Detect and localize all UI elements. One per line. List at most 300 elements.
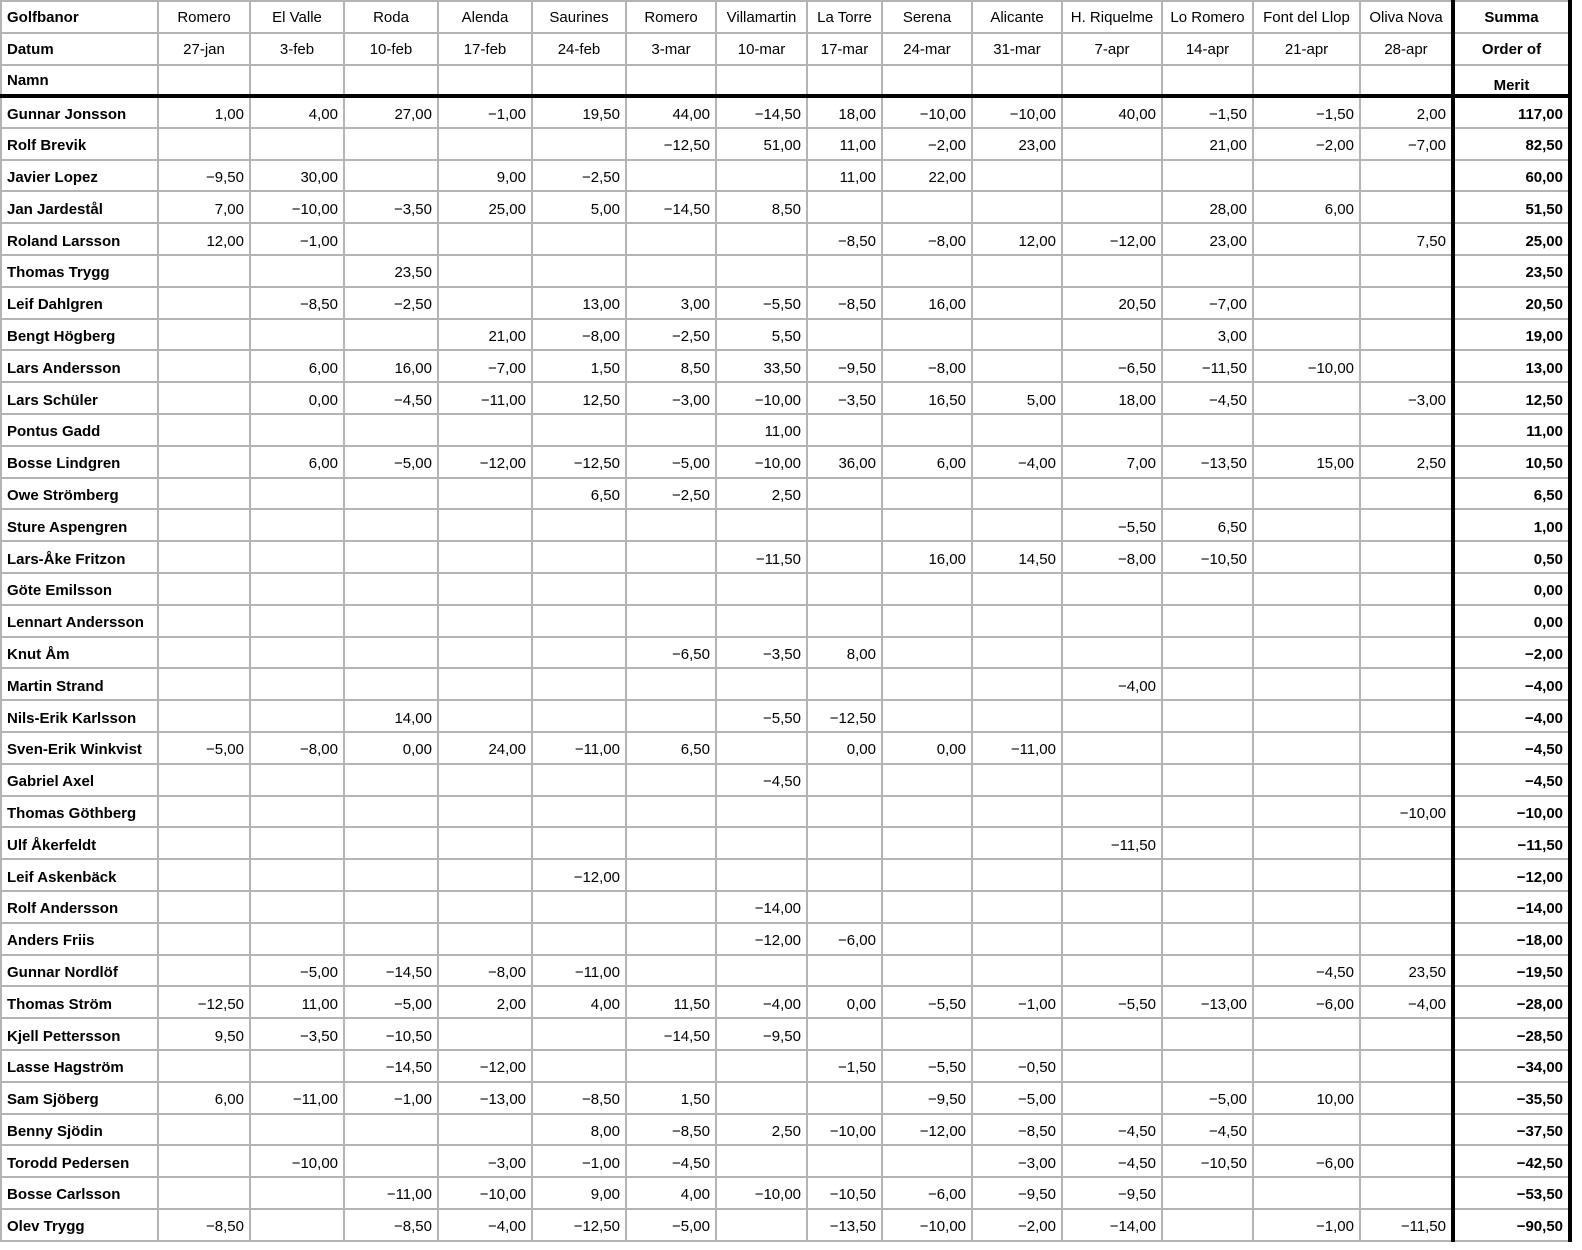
score-cell [807, 1145, 882, 1177]
score-cell [1360, 541, 1453, 573]
score-cell: 23,00 [972, 128, 1062, 160]
score-cell [1062, 732, 1162, 764]
score-cell: −6,50 [626, 637, 716, 669]
score-cell: 6,50 [532, 478, 626, 510]
score-cell: −3,00 [626, 382, 716, 414]
merit-header: Merit [1453, 65, 1570, 96]
date-header: 7-apr [1062, 33, 1162, 65]
course-header: Roda [344, 1, 438, 33]
score-cell [626, 859, 716, 891]
player-name: Leif Askenbäck [1, 859, 158, 891]
score-cell: −8,50 [972, 1114, 1062, 1146]
score-cell [1162, 255, 1253, 287]
score-cell: 44,00 [626, 96, 716, 128]
score-cell: 9,00 [532, 1177, 626, 1209]
score-cell: −11,00 [972, 732, 1062, 764]
score-cell [972, 891, 1062, 923]
score-cell [1162, 891, 1253, 923]
score-cell: −14,50 [344, 955, 438, 987]
score-cell [438, 827, 532, 859]
total-cell: −4,50 [1453, 764, 1570, 796]
score-cell: 16,00 [882, 541, 972, 573]
score-cell: 30,00 [250, 160, 344, 192]
player-name: Thomas Göthberg [1, 796, 158, 828]
score-cell: −4,00 [438, 1209, 532, 1241]
score-cell: −11,00 [344, 1177, 438, 1209]
score-cell [344, 923, 438, 955]
score-cell: 9,50 [158, 1018, 250, 1050]
score-cell [1360, 191, 1453, 223]
score-cell [807, 827, 882, 859]
score-cell: 12,00 [158, 223, 250, 255]
score-cell [344, 1114, 438, 1146]
score-cell [1162, 1018, 1253, 1050]
score-cell: 23,50 [344, 255, 438, 287]
score-cell [344, 859, 438, 891]
score-cell [626, 891, 716, 923]
score-cell: 21,00 [1162, 128, 1253, 160]
score-cell [158, 350, 250, 382]
score-cell [626, 1050, 716, 1082]
player-row [1, 1209, 1570, 1241]
empty-header-cell [1360, 65, 1453, 96]
score-cell [250, 796, 344, 828]
score-cell [1360, 700, 1453, 732]
score-cell: −11,00 [438, 382, 532, 414]
total-cell: −42,50 [1453, 1145, 1570, 1177]
score-cell: 5,50 [716, 319, 807, 351]
score-cell [250, 700, 344, 732]
score-cell [438, 859, 532, 891]
score-cell [716, 1145, 807, 1177]
score-cell [807, 955, 882, 987]
score-cell [250, 128, 344, 160]
score-cell [1253, 223, 1360, 255]
score-cell [1253, 509, 1360, 541]
score-cell: −5,00 [158, 732, 250, 764]
score-cell [344, 223, 438, 255]
total-cell: 0,00 [1453, 573, 1570, 605]
score-cell: −9,50 [972, 1177, 1062, 1209]
score-cell: 25,00 [438, 191, 532, 223]
score-cell: 33,50 [716, 350, 807, 382]
player-name: Pontus Gadd [1, 414, 158, 446]
score-cell [807, 414, 882, 446]
total-cell: −4,00 [1453, 668, 1570, 700]
score-cell [1253, 827, 1360, 859]
player-name: Rolf Brevik [1, 128, 158, 160]
score-cell [972, 764, 1062, 796]
score-cell [716, 796, 807, 828]
score-cell [882, 891, 972, 923]
score-cell [532, 255, 626, 287]
score-cell [1253, 891, 1360, 923]
score-cell: −4,00 [716, 986, 807, 1018]
score-cell [1162, 796, 1253, 828]
score-cell [250, 605, 344, 637]
score-cell: −10,00 [438, 1177, 532, 1209]
player-row [1, 128, 1570, 160]
score-cell [1162, 478, 1253, 510]
player-row [1, 96, 1570, 128]
score-cell [438, 764, 532, 796]
score-cell [1062, 923, 1162, 955]
score-cell [250, 764, 344, 796]
score-cell [438, 541, 532, 573]
score-cell: −4,50 [1062, 1114, 1162, 1146]
score-cell [1162, 764, 1253, 796]
score-cell [807, 668, 882, 700]
score-cell: 11,00 [807, 160, 882, 192]
empty-header-cell [1253, 65, 1360, 96]
player-name: Göte Emilsson [1, 573, 158, 605]
score-cell [716, 827, 807, 859]
score-cell [1062, 605, 1162, 637]
score-cell [158, 1050, 250, 1082]
empty-header-cell [716, 65, 807, 96]
score-cell [1253, 382, 1360, 414]
score-cell: −8,00 [250, 732, 344, 764]
score-cell [344, 637, 438, 669]
score-cell: −5,50 [716, 700, 807, 732]
course-header: Romero [158, 1, 250, 33]
score-cell: −2,00 [882, 128, 972, 160]
player-row [1, 382, 1570, 414]
score-cell [438, 605, 532, 637]
score-cell: −14,00 [1062, 1209, 1162, 1241]
total-cell: 12,50 [1453, 382, 1570, 414]
score-cell [1253, 1177, 1360, 1209]
score-cell: −2,50 [532, 160, 626, 192]
score-cell [1360, 287, 1453, 319]
score-cell [250, 1050, 344, 1082]
player-rows [1, 96, 1570, 1241]
score-cell [1062, 955, 1162, 987]
score-cell [250, 668, 344, 700]
player-name: Sture Aspengren [1, 509, 158, 541]
score-cell: −10,00 [807, 1114, 882, 1146]
score-cell [1162, 700, 1253, 732]
score-cell [1062, 478, 1162, 510]
score-cell [626, 764, 716, 796]
score-cell [532, 891, 626, 923]
date-header: 3-mar [626, 33, 716, 65]
score-cell: 11,00 [250, 986, 344, 1018]
score-cell [882, 764, 972, 796]
player-row [1, 446, 1570, 478]
score-cell: −4,50 [344, 382, 438, 414]
empty-header-cell [807, 65, 882, 96]
score-cell: 5,00 [532, 191, 626, 223]
score-cell [1062, 1082, 1162, 1114]
score-cell [716, 160, 807, 192]
score-cell [626, 668, 716, 700]
total-cell: 51,50 [1453, 191, 1570, 223]
score-cell [1162, 668, 1253, 700]
player-row [1, 223, 1570, 255]
score-cell [626, 827, 716, 859]
score-cell [158, 1145, 250, 1177]
empty-header-cell [972, 65, 1062, 96]
score-cell [1253, 255, 1360, 287]
score-cell [626, 255, 716, 287]
score-cell [1360, 160, 1453, 192]
score-cell: −5,50 [1062, 986, 1162, 1018]
empty-header-cell [344, 65, 438, 96]
score-cell [626, 160, 716, 192]
empty-header-cell [532, 65, 626, 96]
player-row [1, 796, 1570, 828]
score-cell [438, 637, 532, 669]
total-cell: 117,00 [1453, 96, 1570, 128]
score-cell: 4,00 [532, 986, 626, 1018]
score-cell [1062, 700, 1162, 732]
score-cell [1360, 255, 1453, 287]
score-cell: −7,00 [1162, 287, 1253, 319]
score-cell [1253, 796, 1360, 828]
total-cell: 20,50 [1453, 287, 1570, 319]
score-cell [250, 573, 344, 605]
player-name: Nils-Erik Karlsson [1, 700, 158, 732]
score-cell [626, 605, 716, 637]
score-cell [532, 128, 626, 160]
score-cell [1253, 160, 1360, 192]
score-cell [972, 637, 1062, 669]
header-row-namn [1, 65, 1570, 96]
score-cell [532, 573, 626, 605]
score-cell: 1,50 [532, 350, 626, 382]
score-cell [344, 796, 438, 828]
score-cell [807, 764, 882, 796]
total-cell: −53,50 [1453, 1177, 1570, 1209]
score-cell [807, 1018, 882, 1050]
score-cell [716, 1209, 807, 1241]
score-cell [1253, 668, 1360, 700]
score-cell [1062, 160, 1162, 192]
score-cell [807, 191, 882, 223]
score-cell [438, 923, 532, 955]
score-cell: 7,50 [1360, 223, 1453, 255]
player-name: Bosse Carlsson [1, 1177, 158, 1209]
score-cell: −8,00 [1062, 541, 1162, 573]
score-cell: −8,50 [158, 1209, 250, 1241]
player-name: Sven-Erik Winkvist [1, 732, 158, 764]
score-cell [972, 478, 1062, 510]
score-cell [1360, 732, 1453, 764]
score-cell: 51,00 [716, 128, 807, 160]
score-cell [716, 955, 807, 987]
score-cell [250, 478, 344, 510]
score-cell [882, 796, 972, 828]
score-cell [344, 668, 438, 700]
score-cell [1062, 191, 1162, 223]
empty-header-cell [626, 65, 716, 96]
date-header: 17-feb [438, 33, 532, 65]
score-cell [1253, 573, 1360, 605]
score-cell: −1,00 [250, 223, 344, 255]
score-cell [158, 796, 250, 828]
score-cell [716, 509, 807, 541]
course-header: Oliva Nova [1360, 1, 1453, 33]
score-cell: 12,00 [972, 223, 1062, 255]
score-cell [532, 1018, 626, 1050]
score-cell: −1,00 [344, 1082, 438, 1114]
score-cell [972, 700, 1062, 732]
course-header: Alenda [438, 1, 532, 33]
empty-header-cell [250, 65, 344, 96]
score-cell: 18,00 [1062, 382, 1162, 414]
score-cell: −12,00 [882, 1114, 972, 1146]
player-row [1, 541, 1570, 573]
score-cell: 7,00 [158, 191, 250, 223]
score-cell [1360, 1177, 1453, 1209]
total-cell: 1,00 [1453, 509, 1570, 541]
score-cell: −3,00 [972, 1145, 1062, 1177]
score-cell [1360, 827, 1453, 859]
player-row [1, 1177, 1570, 1209]
score-cell [1062, 1050, 1162, 1082]
score-cell [532, 923, 626, 955]
score-cell [1360, 764, 1453, 796]
score-cell: −8,00 [882, 223, 972, 255]
course-header: Lo Romero [1162, 1, 1253, 33]
score-cell [438, 1018, 532, 1050]
score-cell: −8,50 [807, 287, 882, 319]
player-name: Bengt Högberg [1, 319, 158, 351]
player-row [1, 160, 1570, 192]
score-cell [158, 923, 250, 955]
score-cell: 8,50 [716, 191, 807, 223]
score-cell: 27,00 [344, 96, 438, 128]
score-cell: 0,00 [344, 732, 438, 764]
score-cell: −13,50 [1162, 446, 1253, 478]
score-cell: −12,50 [158, 986, 250, 1018]
score-cell [158, 573, 250, 605]
score-cell [438, 668, 532, 700]
player-row [1, 1114, 1570, 1146]
total-cell: −34,00 [1453, 1050, 1570, 1082]
score-cell [807, 1082, 882, 1114]
player-name: Thomas Ström [1, 986, 158, 1018]
score-cell: −7,00 [438, 350, 532, 382]
score-cell: −9,50 [716, 1018, 807, 1050]
summa-header: Summa [1453, 1, 1570, 33]
score-cell [344, 1145, 438, 1177]
player-name: Thomas Trygg [1, 255, 158, 287]
score-cell [250, 1209, 344, 1241]
score-cell: −10,00 [972, 96, 1062, 128]
score-cell: −12,00 [532, 859, 626, 891]
date-header: 24-mar [882, 33, 972, 65]
score-cell [1253, 605, 1360, 637]
total-cell: 10,50 [1453, 446, 1570, 478]
score-cell: −13,50 [807, 1209, 882, 1241]
score-cell [807, 319, 882, 351]
score-cell [344, 764, 438, 796]
score-cell: −6,00 [1253, 1145, 1360, 1177]
score-cell: −1,50 [807, 1050, 882, 1082]
score-cell: 2,50 [1360, 446, 1453, 478]
player-row [1, 955, 1570, 987]
score-cell: −4,00 [1062, 668, 1162, 700]
score-cell [438, 255, 532, 287]
player-name: Gunnar Jonsson [1, 96, 158, 128]
date-header: 14-apr [1162, 33, 1253, 65]
score-cell [532, 541, 626, 573]
total-cell: 6,50 [1453, 478, 1570, 510]
score-cell [438, 1114, 532, 1146]
player-name: Rolf Andersson [1, 891, 158, 923]
player-name: Lennart Andersson [1, 605, 158, 637]
score-cell: 14,00 [344, 700, 438, 732]
score-cell: −5,00 [626, 1209, 716, 1241]
score-cell [882, 1018, 972, 1050]
score-cell: −1,00 [438, 96, 532, 128]
score-cell: −12,50 [807, 700, 882, 732]
score-cell: −8,50 [250, 287, 344, 319]
score-cell: −12,00 [716, 923, 807, 955]
score-cell: −12,00 [1062, 223, 1162, 255]
score-cell [1162, 1050, 1253, 1082]
order-of-header: Order of [1453, 33, 1570, 65]
score-cell: 0,00 [250, 382, 344, 414]
score-cell [158, 478, 250, 510]
score-cell [158, 700, 250, 732]
score-cell: −13,00 [438, 1082, 532, 1114]
score-cell: −8,50 [344, 1209, 438, 1241]
player-row [1, 605, 1570, 637]
score-cell: −10,50 [344, 1018, 438, 1050]
score-cell [438, 700, 532, 732]
score-cell: 6,50 [1162, 509, 1253, 541]
score-cell [158, 128, 250, 160]
score-cell [158, 382, 250, 414]
total-cell: −18,00 [1453, 923, 1570, 955]
score-cell: 10,00 [1253, 1082, 1360, 1114]
score-cell: −4,50 [1162, 382, 1253, 414]
player-name: Bosse Lindgren [1, 446, 158, 478]
score-cell: −5,00 [344, 986, 438, 1018]
player-row [1, 986, 1570, 1018]
player-row [1, 191, 1570, 223]
score-cell [882, 509, 972, 541]
score-cell [1162, 859, 1253, 891]
score-cell: −1,00 [1253, 1209, 1360, 1241]
score-cell [626, 541, 716, 573]
score-cell: −12,00 [438, 446, 532, 478]
score-cell [1360, 319, 1453, 351]
score-cell [626, 700, 716, 732]
score-cell: −4,50 [626, 1145, 716, 1177]
score-cell [1360, 637, 1453, 669]
score-cell [716, 1050, 807, 1082]
score-cell [250, 509, 344, 541]
score-cell: 14,50 [972, 541, 1062, 573]
score-cell: 13,00 [532, 287, 626, 319]
score-cell: −4,50 [1062, 1145, 1162, 1177]
player-name: Lasse Hagström [1, 1050, 158, 1082]
score-cell [716, 859, 807, 891]
score-cell: 6,00 [250, 350, 344, 382]
score-cell [438, 223, 532, 255]
total-cell: 60,00 [1453, 160, 1570, 192]
score-cell [438, 287, 532, 319]
score-cell [1162, 414, 1253, 446]
score-cell: −2,50 [626, 478, 716, 510]
player-name: Benny Sjödin [1, 1114, 158, 1146]
total-cell: −28,00 [1453, 986, 1570, 1018]
empty-header-cell [1162, 65, 1253, 96]
